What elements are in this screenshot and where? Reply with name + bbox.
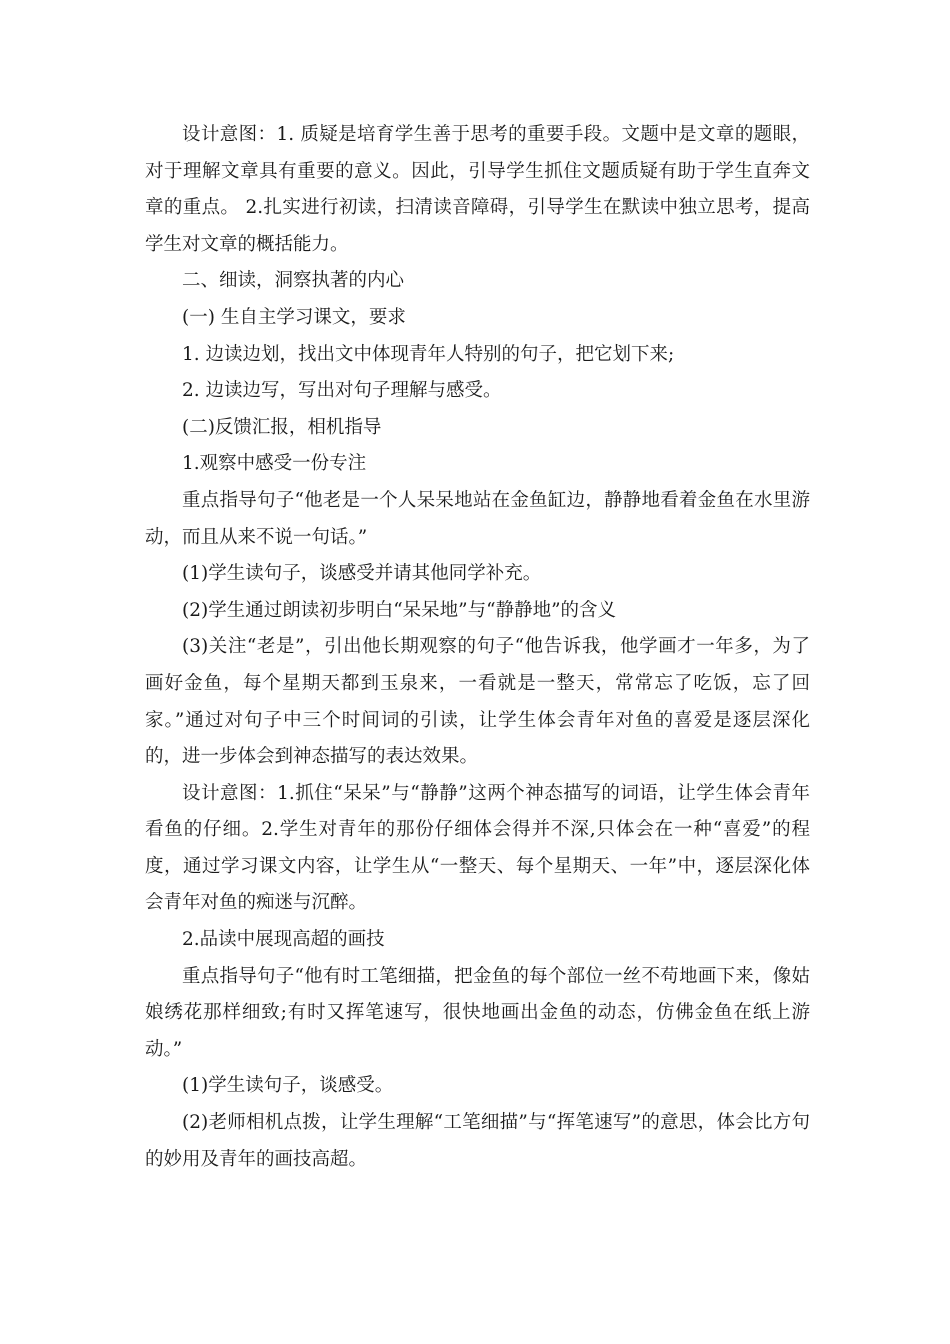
list-item-2: 2. 边读边写，写出对句子理解与感受。 <box>182 380 502 402</box>
step-1: (1)学生读句子，谈感受并请其他同学补充。 <box>182 563 542 585</box>
key-sentence-1: 重点指导句子“他老是一个人呆呆地站在金鱼缸边，静静地看着金鱼在水里游动，而且从来不说一句话。” <box>145 489 810 548</box>
key-sentence-2: 重点指导句子“他有时工笔细描，把金鱼的每个部位一丝不苟地画下来，像姑娘绣花那样细致;有时又挥笔速写，很快地画出金鱼的动态，仿佛金鱼在纸上游动。” <box>145 965 810 1060</box>
document-page <box>145 117 810 1178</box>
paragraph-design-intent-1: 设计意图：1. 质疑是培育学生善于思考的重要手段。文题中是文章的题眼，对于理解文章具有重要的意义。因此，引导学生抓住文题质疑有助于学生直奔文章的重点。 2.扎实进行初读，扫清读音障碍，引导学生在默读中独立思考，提高学生对文章的概括能力。 <box>145 124 810 255</box>
paragraph-design-intent-2: 设计意图：1.抓住“呆呆”与“静静”这两个神态描写的词语，让学生体会青年看鱼的仔细。2.学生对青年的那份仔细体会得并不深,只体会在一种“喜爱”的程度，通过学习课文内容，让学生从“一整天、每个星期天、一年”中，逐层深化体会青年对鱼的痴迷与沉醉。 <box>145 782 810 914</box>
point-heading-2: 2.品读中展现高超的画技 <box>182 929 385 951</box>
step-2b: (2)老师相机点拨，让学生理解“工笔细描”与“挥笔速写”的意思，体会比方句的妙用及青年的画技高超。 <box>145 1112 810 1170</box>
point-heading-1: 1.观察中感受一份专注 <box>182 453 367 475</box>
subsection-heading-1: (一) 生自主学习课文，要求 <box>182 306 406 328</box>
subsection-heading-2: (二)反馈汇报，相机指导 <box>182 416 382 438</box>
list-item-1: 1. 边读边划，找出文中体现青年人特别的句子，把它划下来; <box>182 343 675 365</box>
step-1b: (1)学生读句子，谈感受。 <box>182 1075 394 1097</box>
step-2: (2)学生通过朗读初步明白“呆呆地”与“静静地”的含义 <box>182 599 617 621</box>
step-3: (3)关注“老是”，引出他长期观察的句子“他告诉我，他学画才一年多，为了画好金鱼，每个星期天都到玉泉来，一看就是一整天，常常忘了吃饭，忘了回家。”通过对句子中三个时间词的引读，让学生体会青年对鱼的喜爱是逐层深化的，进一步体会到神态描写的表达效果。 <box>145 636 810 768</box>
section-heading-2: 二、细读，洞察执著的内心 <box>182 270 405 292</box>
